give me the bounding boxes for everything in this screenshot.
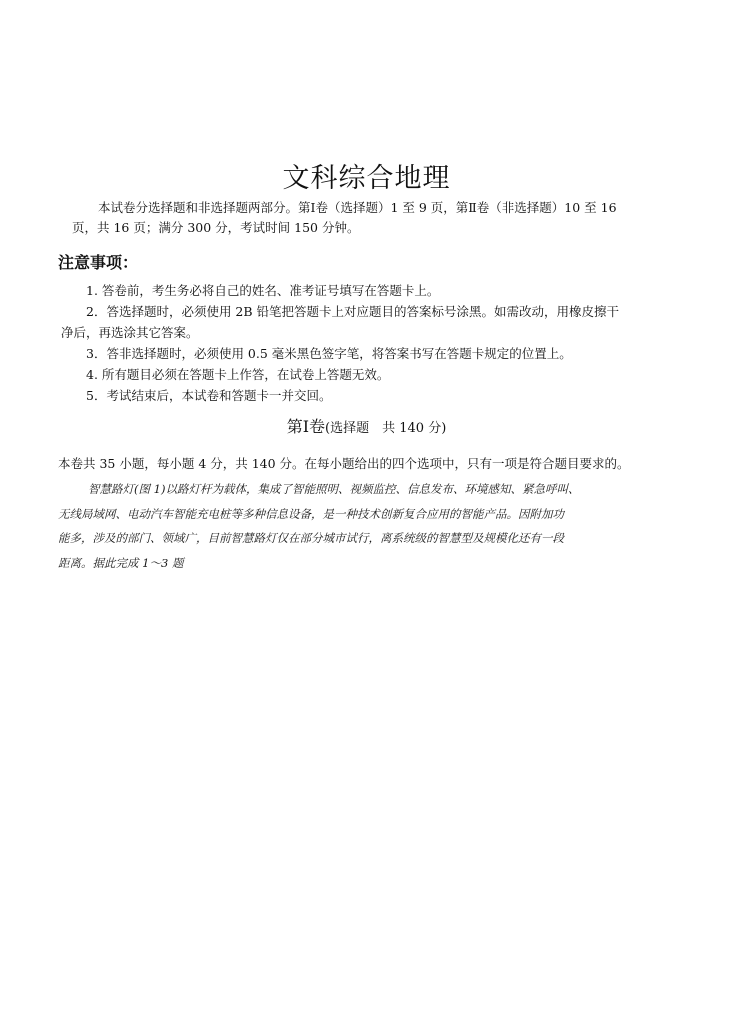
notice-item-1: 1. 答卷前，考生务必将自己的姓名、准考证号填写在答题卡上。 bbox=[86, 283, 440, 298]
passage-line-2: 无线局域网、电动汽车智能充电桩等多种信息设备，是一种技术创新复合应用的智能产品。因附加功 bbox=[58, 506, 564, 521]
intro-line-2: 页，共 16 页；满分 300 分，考试时间 150 分钟。 bbox=[72, 220, 360, 235]
document-title: 文科综合地理 bbox=[282, 163, 451, 194]
notice-item-5: 5．考试结束后，本试卷和答题卡一并交回。 bbox=[86, 388, 332, 403]
notice-heading: 注意事项： bbox=[58, 253, 139, 272]
notice-item-2: 2．答选择题时，必须使用 2B 铅笔把答题卡上对应题目的答案标号涂黑。如需改动，用橡皮擦干 bbox=[86, 304, 620, 319]
section-title bbox=[0, 414, 733, 437]
notice-item-2-continuation: 净后，再选涂其它答案。 bbox=[61, 325, 199, 340]
notice-list bbox=[58, 280, 680, 406]
reading-passage bbox=[58, 477, 688, 575]
intro-line-1: 本试卷分选择题和非选择题两部分。第Ⅰ卷（选择题）1 至 9 页，第Ⅱ卷（非选择题）10 至 16 bbox=[98, 200, 617, 215]
notice-item-4: 4. 所有题目必须在答题卡上作答，在试卷上答题无效。 bbox=[86, 367, 390, 382]
passage-line-4: 距离。据此完成 1～3 题 bbox=[58, 555, 184, 570]
intro-paragraph bbox=[62, 198, 682, 238]
passage-line-1: 智慧路灯(图 1)以路灯杆为载体，集成了智能照明、视频监控、信息发布、环境感知、紧急呼叫、 bbox=[88, 482, 580, 496]
section-title-main: 第Ⅰ卷 bbox=[286, 417, 326, 436]
passage-line-3: 能多，涉及的部门、领域广，目前智慧路灯仅在部分城市试行，离系统级的智慧型及规模化还有一段 bbox=[58, 531, 564, 545]
notice-item-3: 3．答非选择题时，必须使用 0.5 毫米黑色签字笔，将答案书写在答题卡规定的位置上。 bbox=[86, 346, 572, 361]
section-title-sub: (选择题 共 140 分) bbox=[325, 421, 447, 436]
section-description: 本卷共 35 小题，每小题 4 分，共 140 分。在每小题给出的四个选项中，只有一项是符合题目要求的。 bbox=[58, 456, 630, 471]
